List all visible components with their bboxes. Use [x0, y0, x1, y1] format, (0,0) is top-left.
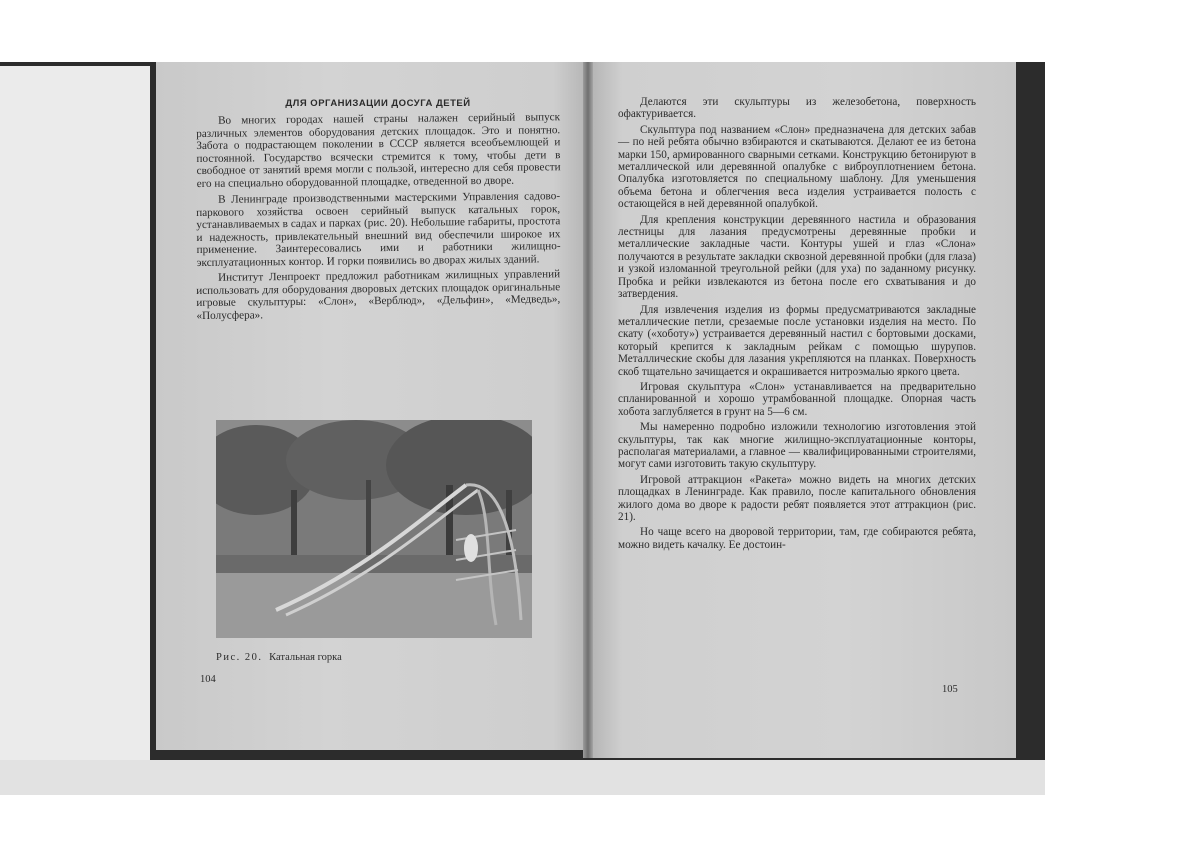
paragraph: Для крепления конструкции деревянного настила и образования лестницы для лазания предусмотрены деревянные пробки и металлические закладные части. Контуры ушей и глаз «Слона» получаются в результате закладки сквозной деревянной пробки (для глаза) и узкой изломанной треугольной рейки (для уха) по заданному рисунку. Пробка и рейки извлекаются из бетона после его схватывания и до затвердения.	[618, 213, 976, 301]
paragraph: В Ленинграде производственными мастерскими Управления садово-паркового хозяйства освоен серийный выпуск катальных горок, устанавливаемых в садах и парках (рис. 20). Небольшие габариты, простота и надежность, привлекательный внешний вид обеспечили широкое их применение. Заинтересовались ими и работники жилищно-эксплуатационных контор. И горки появились во дворах жилых зданий.	[196, 189, 561, 269]
paragraph: Делаются эти скульптуры из железобетона, поверхность офактуривается.	[618, 96, 976, 121]
page-number: 104	[200, 674, 216, 685]
book-spine	[583, 62, 593, 758]
paragraph: Мы намеренно подробно изложили технологию изготовления этой скульптуры, так как многие жилищно-эксплуатационные конторы, располагая материалами, а главное — квалифицированными строителями, могут сами изготовить такую скульптуру.	[618, 421, 976, 471]
slide-photo	[216, 420, 532, 638]
figure-caption-text: Катальная горка	[269, 652, 342, 663]
figure-caption	[216, 652, 342, 663]
figure-slide-photo	[216, 420, 532, 638]
left-page	[156, 62, 588, 750]
right-page	[588, 62, 1016, 758]
underlying-sheet	[0, 66, 150, 760]
paragraph: Но чаще всего на дворовой территории, там, где собираются ребята, можно видеть качалку. Ее достоин-	[618, 526, 976, 551]
scanner-bed	[0, 760, 1045, 795]
paragraph: Скульптура под названием «Слон» предназначена для детских забав — по ней ребята обычно взбираются и скатываются. Делают ее из бетона марки 150, армированного сварными сетками. Конструкцию бетонируют в металлической или деревянной опалубке с виброуплотнением бетона. Опалубка изготовляется по специальному шаблону. Для уменьшения объема бетона и облегчения веса изделия устраивается полость с остающейся в ней деревянной опалубкой.	[618, 123, 976, 211]
paragraph: Институт Ленпроект предложил работникам жилищных управлений использовать для оборудования дворовых детских площадок оригинальные игровые скульптуры: «Слон», «Верблюд», «Дельфин», «Медведь», «Полусфера».	[196, 268, 561, 322]
paragraph: Игровой аттракцион «Ракета» можно видеть на многих детских площадках в Ленинграде. Как правило, после капитального обновления жилого дома во дворе к радости ребят появляется этот аттракцион (рис. 21).	[618, 473, 976, 523]
paragraph: Для извлечения изделия из формы предусматриваются закладные металлические петли, срезаемые после установки изделия на место. По скату («хоботу») устраивается деревянный настил с бортовыми досками, который крепится к закладным рейкам с помощью шурупов. Металлические скобы для лазания укрепляются на планках. Поверхность скоб тщательно зачищается и окрашивается нитроэмалью яркого цвета.	[618, 303, 976, 378]
paragraph: Игровая скульптура «Слон» устанавливается на предварительно спланированной и хорошо утрамбованной площадке. Опорная часть хобота заглубляется в грунт на 5—6 см.	[618, 380, 976, 418]
page-number: 105	[942, 684, 958, 695]
page-heading: ДЛЯ ОРГАНИЗАЦИИ ДОСУГА ДЕТЕЙ	[285, 98, 471, 109]
figure-caption-label: Рис. 20.	[216, 652, 263, 663]
paragraph: Во многих городах нашей страны налажен серийный выпуск различных элементов оборудования детских площадок. Это и понятно. Забота о подрастающем поколении в СССР является всеобъемлющей и постоянной. Государство всячески стремится к тому, чтобы дети в свободное от занятий время могли с пользой, интересно для себя провести его на специально оборудованной площадке, отведенной во дворе.	[196, 111, 561, 190]
